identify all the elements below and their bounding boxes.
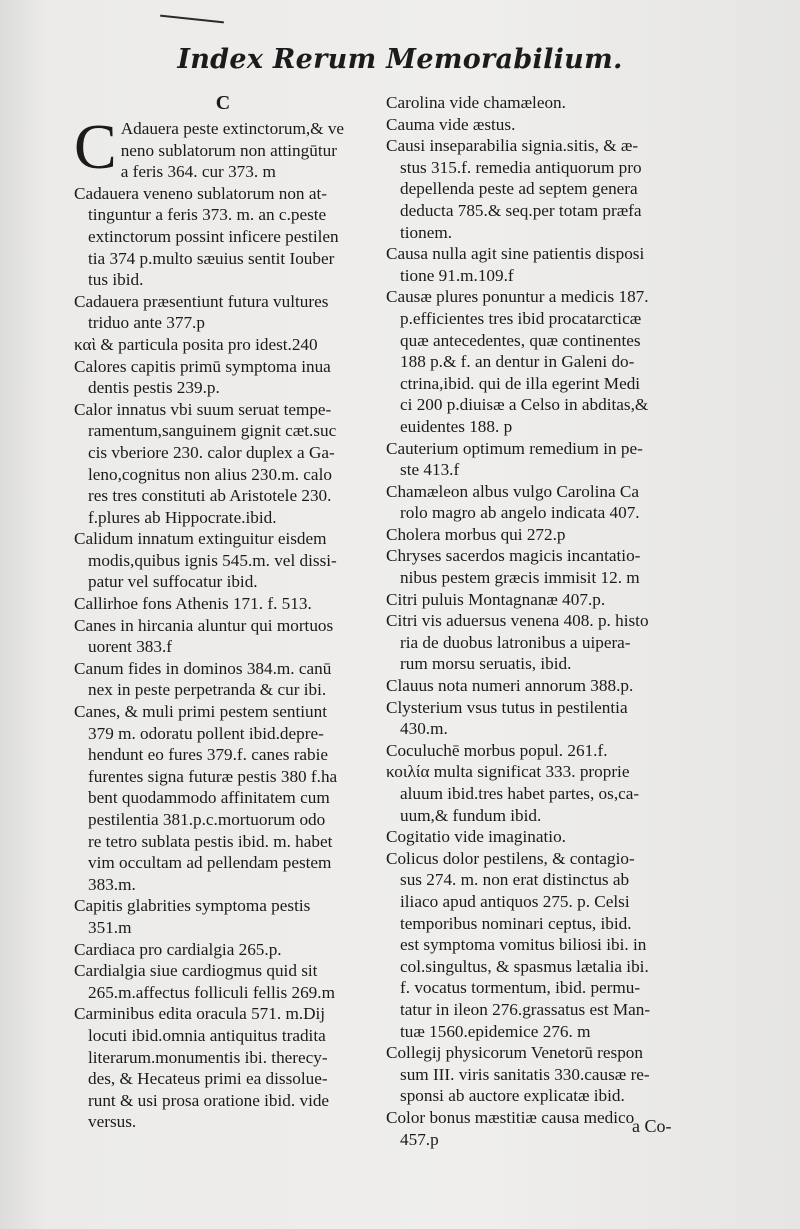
page-title: Index Rerum Memorabilium.: [177, 44, 623, 75]
index-entry: Cadauera præsentiunt futura vultures triduo ante 377.p: [74, 291, 329, 333]
index-entry: Colicus dolor pestilens, & contagio- sus 274. m. non erat distinctus ab iliaco apud antiquos 275. p. Celsi temporibus nominari ceptus, ibid. est symptoma vomitus biliosi ibi. in col.singultus, & spasmus lætalia ibi. f. vocatus tormentum, ibid. permu- tatur in ileon 276.grassatus est Man- tuæ 1560.epidemice 276. m: [386, 848, 651, 1041]
index-entry: Causæ plures ponuntur a medicis 187. p.efficientes tres ibid procatarcticæ quæ antecedentes, quæ continentes 188 p.& f. an dentur in Galeni do- ctrina,ibid. qui de illa egerint Medi ci 200 p.diuisæ a Celso in abditas,& euidentes 188. p: [386, 287, 649, 436]
index-entry: Cholera morbus qui 272.p: [386, 524, 566, 544]
index-entry: Cauterium optimum remedium in pe- ste 413.f: [386, 438, 643, 480]
first-entry-text: Adauera peste extinctorum,& ve neno sublatorum non attingūtur a feris 364. cur 373. m: [120, 119, 345, 182]
catchword: a Co-: [632, 1116, 672, 1136]
index-entry: Calores capitis primū symptoma inua dentis pestis 239.p.: [74, 356, 331, 398]
index-entry: Cardialgia siue cardiogmus quid sit 265.m.affectus folliculi fellis 269.m: [74, 961, 335, 1002]
index-entry: Color bonus mæstitiæ causa medico 457.p: [386, 1107, 635, 1149]
index-entry: Callirhoe fons Athenis 171. f. 513.: [74, 594, 312, 614]
left-entry-list: [74, 183, 372, 1133]
index-entry: Citri puluis Montagnanæ 407.p.: [386, 589, 606, 609]
index-entry: Citri vis aduersus venena 408. p. histo ria de duobus latronibus a uipera- rum morsu seruatis, ibid.: [386, 611, 649, 674]
index-entry: Calidum innatum extinguitur eisdem modis,quibus ignis 545.m. vel dissi- patur vel suffocatur ibid.: [74, 529, 337, 592]
index-entry: Carminibus edita oracula 571. m.Dij locuti ibid.omnia antiquitus tradita literarum.monumentis ibi. therecy- des, & Hecateus primi ea dissolue- runt & usi prosa oratione ibid. vide versus.: [74, 1004, 330, 1132]
index-entry: Carolina vide chamæleon.: [386, 93, 566, 112]
index-entry: Clysterium vsus tutus in pestilentia 430.m.: [386, 697, 628, 739]
index-entry: Canes in hircania aluntur qui mortuos uorent 383.f: [74, 615, 334, 657]
index-entry: Chryses sacerdos magicis incantatio- nibus pestem græcis immisit 12. m: [386, 546, 641, 588]
left-column: [74, 92, 372, 1133]
index-entry: Collegij physicorum Venetorū respon sum III. viris sanitatis 330.causæ re- sponsi ab auctore explicatæ ibid.: [386, 1043, 650, 1106]
index-entry: Cogitatio vide imaginatio.: [386, 827, 566, 847]
index-entry: Causi inseparabilia signia.sitis, & æ- stus 315.f. remedia antiquorum pro depellenda peste ad septem genera deducta 785.& seq.per totam præfa tionem.: [386, 136, 642, 242]
index-entry: Calor innatus vbi suum seruat tempe- ramentum,sanguinem gignit cæt.suc cis vberiore 230. calor duplex a Ga- leno,cognitus non alius 230.m. calo res tres constituti ab Aristotele 230. f.plures ab Hippocrate.ibid.: [74, 399, 337, 527]
index-entry: Coculuchē morbus popul. 261.f.: [386, 740, 608, 760]
drop-cap: C: [74, 111, 117, 182]
right-column: [386, 92, 696, 1150]
index-entry: Causa nulla agit sine patientis disposi tione 91.m.109.f: [386, 244, 645, 285]
index-entry: Cardiaca pro cardialgia 265.p.: [74, 939, 282, 959]
index-entry: Cadauera veneno sublatorum non at- tinguntur a feris 373. m. an c.peste extinctorum possint inficere pestilen tia 374 p.multo sæuius sentit Iouber tus ibid.: [74, 183, 339, 290]
index-entry-first: [74, 111, 372, 183]
header-flourish: [160, 15, 224, 24]
index-entry: Canes, & muli primi pestem sentiunt 379 m. odoratu pollent ibid.depre- hendunt eo fures 379.f. canes rabie furentes signa futuræ pestis 380 f.ha bent quodammodo affinitatem cum pestilentia 381.p.c.mortuorum odo re tetro sublata pestis ibid. m. habet vim occultam ad pellendam pestem 383.m.: [74, 702, 338, 894]
right-entry-list: [386, 92, 696, 1150]
index-entry: Canum fides in dominos 384.m. canū nex in peste perpetranda & cur ibi.: [74, 658, 332, 700]
index-entry: Cauma vide æstus.: [386, 114, 516, 134]
index-entry: Clauus nota numeri annorum 388.p.: [386, 676, 634, 696]
index-entry: Capitis glabrities symptoma pestis 351.m: [74, 896, 311, 937]
index-entry: Chamæleon albus vulgo Carolina Ca rolo magro ab angelo indicata 407.: [386, 481, 640, 523]
index-entry: κοιλία multa significat 333. proprie aluum ibid.tres habet partes, os,ca- uum,& fundum ibid.: [386, 762, 640, 825]
section-letter: C: [215, 92, 231, 114]
index-entry: καὶ & particula posita pro idest.240: [74, 334, 318, 354]
